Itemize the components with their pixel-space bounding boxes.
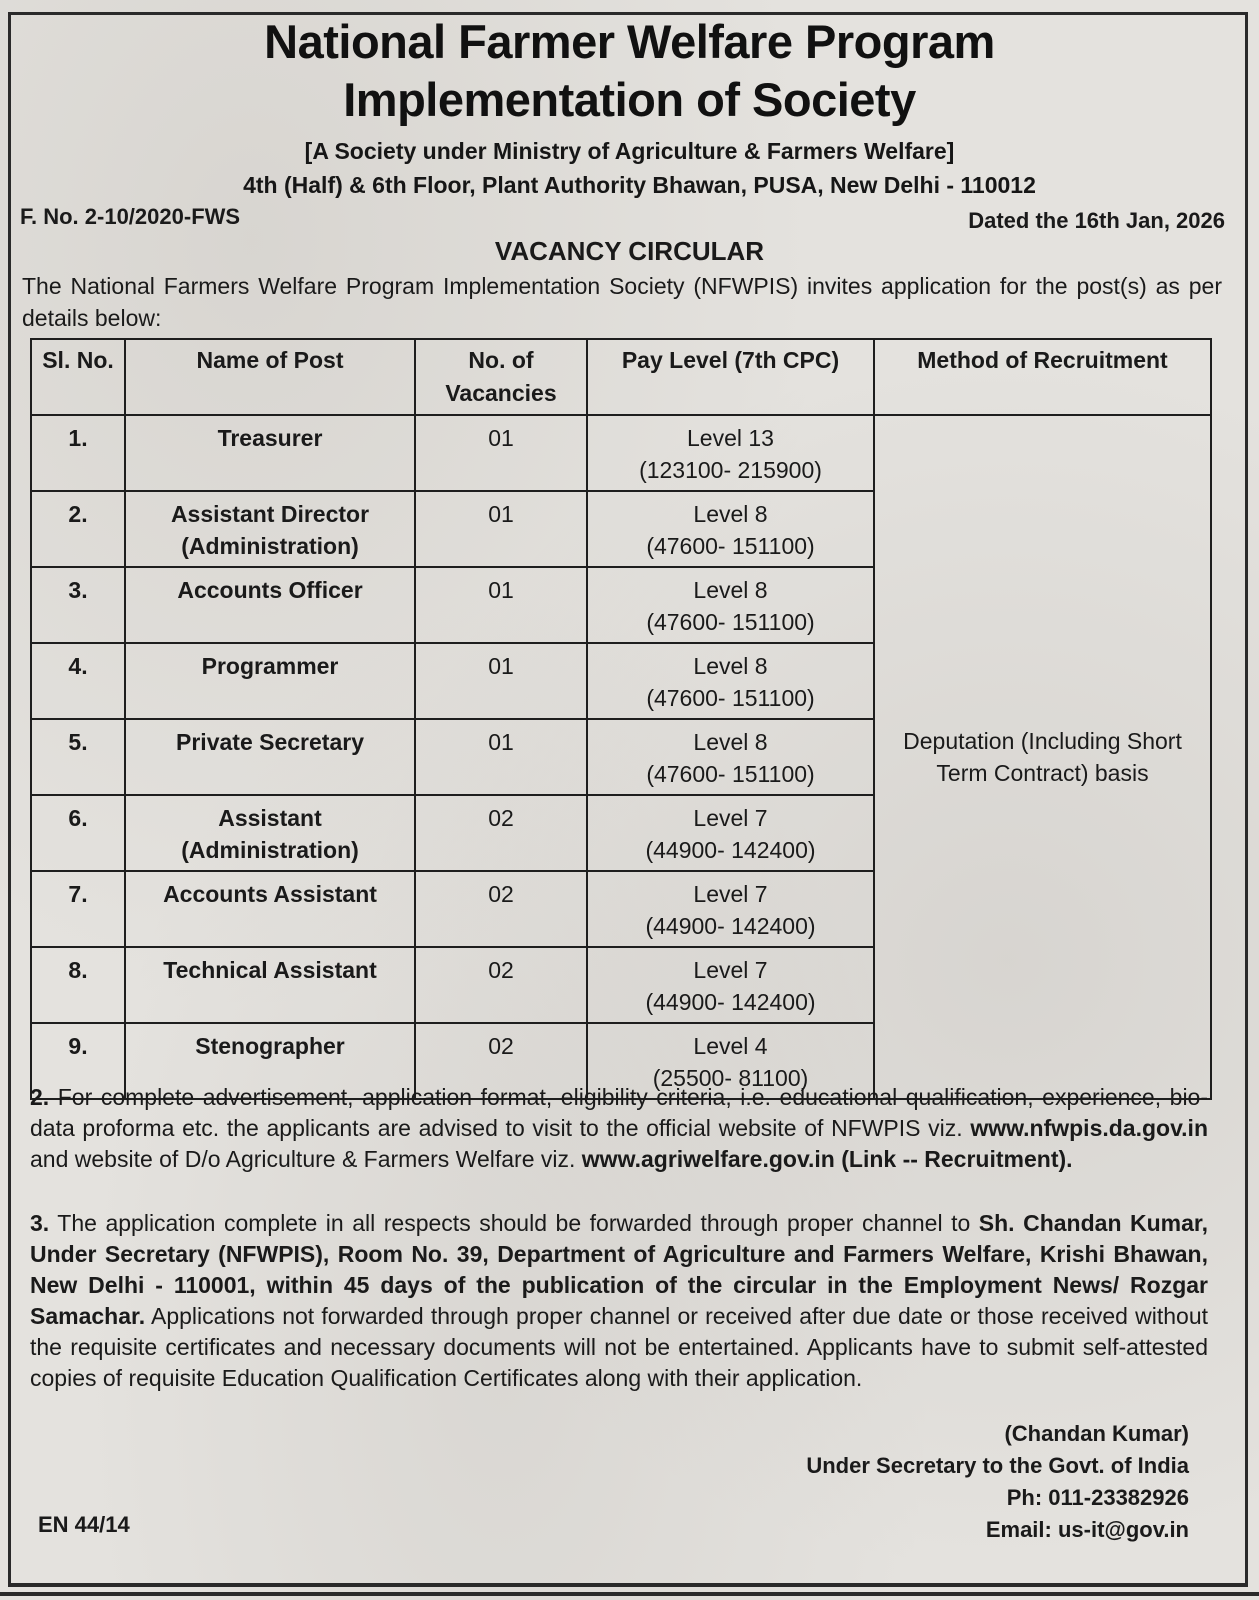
pay-range: (44900- 142400): [645, 989, 816, 1015]
para2-number: 2.: [30, 1084, 50, 1110]
pay-level: Level 7: [693, 881, 768, 907]
org-address: 4th (Half) & 6th Floor, Plant Authority Bhawan, PUSA, New Delhi - 110012: [243, 172, 1036, 198]
row-post-name: Programmer: [125, 643, 415, 719]
row-vacancies: 01: [415, 491, 587, 567]
row-pay-level: [587, 567, 874, 643]
row-vacancies: 02: [415, 947, 587, 1023]
row-pay-level: [587, 491, 874, 567]
row-post-name: Stenographer: [125, 1023, 415, 1099]
para3-number: 3.: [30, 1210, 50, 1236]
header-pay-level: Pay Level (7th CPC): [587, 339, 874, 415]
para3-address-bold: Sh. Chandan Kumar, Under Secretary (NFWPIS), Room No. 39, Department of Agriculture and Farmers Welfare, Krishi Bhawan, New Delhi - 110001, within 45 days of the publication of the circular in the Employment News/ Rozgar Samachar.: [30, 1210, 1208, 1329]
bottom-rule: [0, 1592, 1259, 1596]
row-post-name: Accounts Assistant: [125, 871, 415, 947]
row-post-name: Private Secretary: [125, 719, 415, 795]
row-post-name: Assistant Director (Administration): [125, 491, 415, 567]
row-method-of-recruitment: Deputation (Including Short Term Contract) basis: [874, 415, 1211, 1099]
row-vacancies: 01: [415, 567, 587, 643]
pay-level: Level 13: [687, 425, 774, 451]
circular-title: VACANCY CIRCULAR: [494, 236, 765, 266]
row-pay-level: [587, 719, 874, 795]
row-pay-level: [587, 795, 874, 871]
pay-level: Level 8: [693, 653, 768, 679]
row-post-name: Technical Assistant: [125, 947, 415, 1023]
row-post-name: Assistant (Administration): [125, 795, 415, 871]
org-title-line1: National Farmer Welfare Program: [264, 15, 995, 68]
row-sl-no: 5.: [31, 719, 125, 795]
pay-range: (123100- 215900): [639, 457, 822, 483]
row-vacancies: 02: [415, 1023, 587, 1099]
row-sl-no: 1.: [31, 415, 125, 491]
pay-level: Level 8: [693, 729, 768, 755]
circular-date: Dated the 16th Jan, 2026: [968, 208, 1225, 233]
file-number: F. No. 2-10/2020-FWS: [20, 204, 241, 229]
table-header-row: [31, 339, 1211, 415]
row-sl-no: 2.: [31, 491, 125, 567]
header-post-name: Name of Post: [125, 339, 415, 415]
org-title-line2: Implementation of Society: [343, 73, 916, 126]
vacancy-table: [30, 338, 1212, 1100]
row-sl-no: 6.: [31, 795, 125, 871]
pay-range: (47600- 151100): [646, 685, 815, 711]
signatory-designation: Under Secretary to the Govt. of India: [806, 1453, 1189, 1478]
pay-level: Level 4: [693, 1033, 768, 1059]
row-post-name: Accounts Officer: [125, 567, 415, 643]
signatory-email[interactable]: Email: us-it@gov.in: [985, 1517, 1189, 1542]
row-vacancies: 01: [415, 643, 587, 719]
signature-block: [806, 1418, 1189, 1546]
agriwelfare-website-link[interactable]: www.agriwelfare.gov.in (Link -- Recruitment).: [581, 1146, 1073, 1172]
row-vacancies: 02: [415, 795, 587, 871]
table-row: [31, 415, 1211, 491]
pay-range: (47600- 151100): [646, 761, 815, 787]
pay-range: (44900- 142400): [645, 837, 816, 863]
row-sl-no: 7.: [31, 871, 125, 947]
row-sl-no: 9.: [31, 1023, 125, 1099]
pay-range: (44900- 142400): [645, 913, 816, 939]
row-pay-level: [587, 643, 874, 719]
para3-text-a: The application complete in all respects should be forwarded through proper channel to: [49, 1210, 979, 1236]
pay-range: (47600- 151100): [646, 609, 815, 635]
paragraph-2: [30, 1082, 1208, 1175]
para3-text-b: Applications not forwarded through proper channel or received after due date or those received without the requisite certificates and necessary documents will not be entertained. Applicants have to submit self-attested copies of requisite Education Qualification Certificates along with their application.: [30, 1303, 1208, 1391]
row-vacancies: 01: [415, 719, 587, 795]
pay-level: Level 8: [693, 501, 768, 527]
row-pay-level: [587, 415, 874, 491]
row-pay-level: [587, 947, 874, 1023]
ad-code: EN 44/14: [38, 1512, 130, 1537]
paragraph-3: [30, 1208, 1208, 1394]
row-sl-no: 8.: [31, 947, 125, 1023]
pay-range: (47600- 151100): [646, 533, 815, 559]
pay-level: Level 7: [693, 957, 768, 983]
row-sl-no: 3.: [31, 567, 125, 643]
row-vacancies: 01: [415, 415, 587, 491]
pay-level: Level 8: [693, 577, 768, 603]
para2-text-a: For complete advertisement, application format, eligibility criteria, i.e. educational qualification, experience, bio-data proforma etc. the applicants are advised to visit to the official website of NFWPIS viz.: [30, 1084, 1208, 1141]
pay-level: Level 7: [693, 805, 768, 831]
row-vacancies: 02: [415, 871, 587, 947]
row-pay-level: [587, 871, 874, 947]
header-vacancies: No. of Vacancies: [415, 339, 587, 415]
pay-range: (25500- 81100): [652, 1065, 809, 1091]
nfwpis-website-link[interactable]: www.nfwpis.da.gov.in: [970, 1115, 1208, 1141]
row-post-name: Treasurer: [125, 415, 415, 491]
header-method: Method of Recruitment: [874, 339, 1211, 415]
org-subtitle: [A Society under Ministry of Agriculture & Farmers Welfare]: [304, 138, 955, 164]
row-sl-no: 4.: [31, 643, 125, 719]
para2-text-b: and website of D/o Agriculture & Farmers Welfare viz.: [30, 1146, 582, 1172]
signatory-phone: Ph: 011-23382926: [1006, 1485, 1189, 1510]
signatory-name: (Chandan Kumar): [1004, 1421, 1189, 1446]
intro-text: The National Farmers Welfare Program Implementation Society (NFWPIS) invites application for the post(s) as per details below:: [22, 273, 1222, 331]
header-sl-no: Sl. No.: [31, 339, 125, 415]
